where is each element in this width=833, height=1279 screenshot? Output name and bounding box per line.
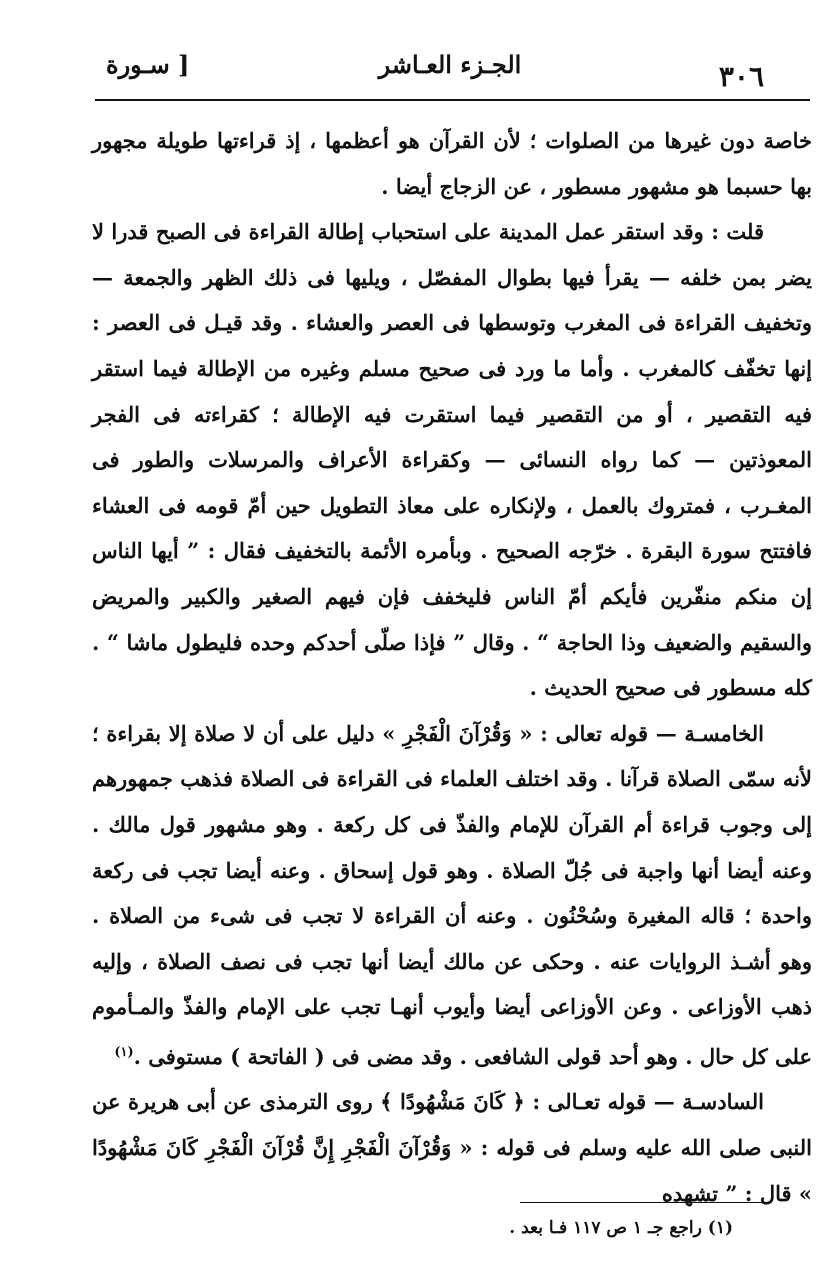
paragraph-3-text: الخامسـة — قوله تعالى : « وَقُرْآنَ الْفَجْرِ » دليل على أن لا صلاة إلا بقراءة ؛ لأنه سمّى الصلاة قرآنا . وقد اختلف العلماء فى القراءة فى الصلاة فذهب جمهورهم إلى وجوب قراءة أم القرآن للإمام والفذّ فى كل ركعة . وهو مشهور قول مالك . وعنه أيضا أنها واجبة فى جُلّ الصلاة . وهو قول إسحاق . وعنه أيضا تجب فى ركعة واحدة ؛ قاله المغيرة وسُحْنُون . وعنه أن القراءة لا تجب فى شىء من الصلاة . وهو أشـذ الروايات عنه . وحكى عن مالك أيضا أنها تجب فى نصف الصلاة ، وإليه ذهب الأوزاعى . وعن الأوزاعى أيضا وأيوب أنهـا تجب على الإمام والفذّ والمـأموم على كل حال . وهو أحد قولى الشافعى . وقد مضى فى ( الفاتحة ) مستوفى . xyxy=(92,720,812,1069)
paragraph-3 xyxy=(92,711,812,1080)
paragraph-1: خاصة دون غيرها من الصلوات ؛ لأن القرآن هو أعظمها ، إذ قراءتها طويلة مجهور بها حسبما هو مشهور مسطور ، عن الزجاج أيضا . xyxy=(92,128,812,199)
page-header xyxy=(100,44,800,94)
surah-label: [ سـورة xyxy=(106,50,190,79)
paragraph-4: السادسـة — قوله تعـالى : ﴿ كَانَ مَشْهُودًا ﴾ روى الترمذى عن أبى هريرة عن النبى صلى الله عليه وسلم فى قوله : « وَقُرْآنَ الْفَجْرِ إِنَّ قُرْآنَ الْفَجْرِ كَانَ مَشْهُودًا » قال : ” تشهده xyxy=(92,1089,812,1206)
paragraph-2: قلت : وقد استقر عمل المدينة على استحباب إطالة القراءة فى الصبح قدرا لا يضر بمن خلفه — يقرأ فيها بطوال المفصّل ، ويليها فى ذلك الظهر والجمعة — وتخفيف القراءة فى المغرب وتوسطها فى العصر والعشاء . وقد قيـل فى العصر : إنها تخفّف كالمغرب . وأما ما ورد فى صحيح مسلم وغيره من الإطالة فيما استقر فيه التقصير ، أو من التقصير فيما استقرت فيه الإطالة ؛ كقراءته فى الفجر المعوذتين — كما رواه النسائى — وكقراءة الأعراف والمرسلات والطور فى المغـرب ، فمتروك بالعمل ، ولإنكاره على معاذ التطويل حين أمّ قومه فى العشاء فافتتح سورة البقرة . خرّجه الصحيح . وبأمره الأئمة بالتخفيف فقال : ” أيها الناس إن منكم منفّرين فأيكم أمّ الناس فليخفف فإن فيهم الصغير والكبير والمريض والسقيم والضعيف وذا الحاجة “ . وقال ” فإذا صلّى أحدكم وحده فليطول ماشا “ . كله مسطور فى صحيح الحديث . xyxy=(92,219,812,701)
footnote-marker: (١) xyxy=(114,1044,134,1060)
header-divider xyxy=(95,99,810,101)
footnote-divider xyxy=(520,1202,770,1203)
footnote: (١) راجع جـ ١ ص ١١٧ فـا بعد . xyxy=(509,1218,733,1238)
page-number: ٣٠٦ xyxy=(718,60,764,93)
main-text xyxy=(92,118,812,1216)
running-title: الجـزء العـاشر xyxy=(378,50,522,79)
